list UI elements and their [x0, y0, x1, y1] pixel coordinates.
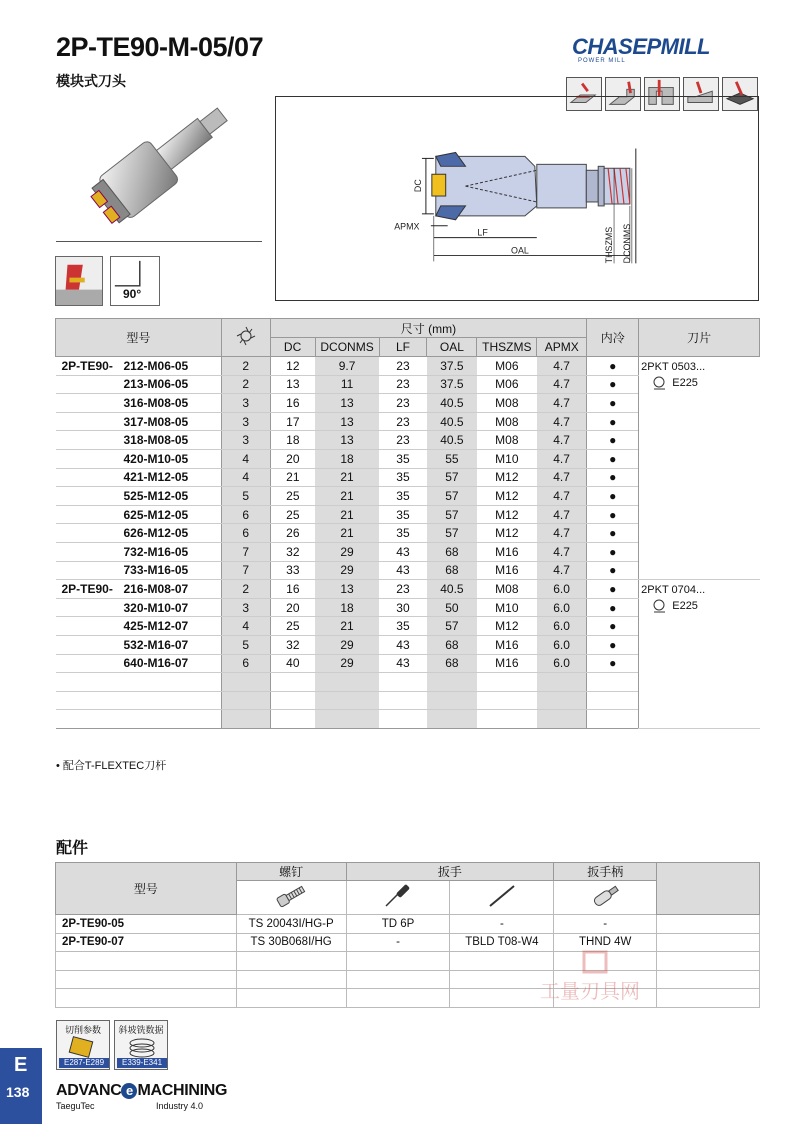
cell-dconms: 13 [315, 394, 379, 413]
ramping-data-icon [115, 1035, 169, 1059]
cell-dconms: 21 [315, 524, 379, 543]
cell-z: 6 [221, 654, 270, 673]
acc-screw-header: 螺钉 [236, 863, 346, 881]
cell-dconms: 21 [315, 505, 379, 524]
cell-lf: 23 [379, 412, 427, 431]
ref-cutting-pages: E287-E289 [59, 1058, 109, 1068]
cell-dc: 16 [270, 394, 315, 413]
cell-dc: 26 [270, 524, 315, 543]
cell-z: 3 [221, 431, 270, 450]
cell-apmx: 4.7 [537, 561, 587, 580]
model-code: 320-M10-07 [123, 600, 189, 615]
cell-dc: 17 [270, 412, 315, 431]
cell-apmx: 4.7 [537, 487, 587, 506]
model-code: 525-M12-05 [123, 488, 189, 503]
footer-company: TaeguTec [56, 1101, 95, 1111]
cell-lf: 35 [379, 487, 427, 506]
ref-cutting-label: 切削参数 [64, 1025, 101, 1035]
cell-oal: 57 [427, 524, 477, 543]
col-apmx-header: APMX [537, 338, 587, 357]
model-cell [56, 561, 222, 580]
cell-coolant: ● [587, 487, 639, 506]
insert-page-link[interactable] [641, 599, 757, 613]
model-code: 626-M12-05 [123, 526, 189, 541]
model-cell [56, 487, 222, 506]
screwdriver-icon [346, 881, 450, 915]
wrench-handle-icon [554, 881, 657, 915]
cell-lf: 30 [379, 598, 427, 617]
brand-subname: POWER MILL [578, 58, 626, 64]
model-cell [56, 375, 222, 394]
col-dconms-header: DCONMS [315, 338, 379, 357]
model-code: 732-M16-05 [123, 544, 189, 559]
cell-thszms: M12 [477, 487, 537, 506]
brand-logo [572, 34, 764, 64]
screw-icon [236, 881, 346, 915]
cell-z: 3 [221, 394, 270, 413]
cell-lf: 23 [379, 394, 427, 413]
cell-dc: 40 [270, 654, 315, 673]
cell-dc: 25 [270, 505, 315, 524]
cell-dc: 32 [270, 635, 315, 654]
cell-oal: 57 [427, 468, 477, 487]
footer-e-icon: e [121, 1083, 137, 1099]
cell-z: 4 [221, 449, 270, 468]
cell-apmx: 6.0 [537, 654, 587, 673]
model-cell [56, 412, 222, 431]
cell-thszms: M08 [477, 394, 537, 413]
cell-apmx: 4.7 [537, 524, 587, 543]
cell-coolant: ● [587, 375, 639, 394]
model-code: 420-M10-05 [123, 451, 189, 466]
cell-thszms: M08 [477, 580, 537, 599]
cell-dc: 20 [270, 449, 315, 468]
cell-z: 2 [221, 357, 270, 376]
acc-cell-wrench1: TD 6P [346, 915, 450, 934]
col-coolant-header: 内冷 [587, 319, 639, 357]
model-code: 640-M16-07 [123, 656, 189, 671]
cell-lf: 43 [379, 542, 427, 561]
cell-thszms: M06 [477, 357, 537, 376]
cell-z: 4 [221, 468, 270, 487]
dim-lf-label: LF [477, 227, 488, 238]
model-code: 316-M08-05 [123, 395, 189, 410]
cell-dconms: 21 [315, 487, 379, 506]
cell-lf: 43 [379, 561, 427, 580]
acc-cell-wrench1: - [346, 933, 450, 952]
cell-dconms: 9.7 [315, 357, 379, 376]
acc-cell-screw: TS 30B068I/HG [236, 933, 346, 952]
cell-thszms: M12 [477, 524, 537, 543]
cell-dc: 13 [270, 375, 315, 394]
cell-coolant: ● [587, 598, 639, 617]
teeth-icon [221, 319, 270, 357]
cell-coolant: ● [587, 617, 639, 636]
accessories-title: 配件 [56, 838, 89, 857]
dim-dc-label: DC [412, 179, 423, 193]
cell-apmx: 4.7 [537, 505, 587, 524]
cell-oal: 50 [427, 598, 477, 617]
page-number: 138 [6, 1084, 30, 1100]
col-oal-header: OAL [427, 338, 477, 357]
cell-dc: 20 [270, 598, 315, 617]
cell-z: 5 [221, 635, 270, 654]
cell-dconms: 29 [315, 635, 379, 654]
cell-z: 2 [221, 375, 270, 394]
cell-coolant: ● [587, 561, 639, 580]
model-code: 213-M06-05 [123, 377, 189, 392]
model-cell [56, 468, 222, 487]
model-cell [56, 357, 222, 376]
cell-oal: 57 [427, 617, 477, 636]
cell-lf: 35 [379, 524, 427, 543]
model-code: 421-M12-05 [123, 470, 189, 485]
acc-model-cell: 2P-TE90-05 [56, 915, 237, 934]
dim-thszms-label: THSZMS [604, 226, 615, 264]
cell-apmx: 4.7 [537, 449, 587, 468]
model-code: 425-M12-07 [123, 619, 189, 634]
cell-thszms: M16 [477, 561, 537, 580]
acc-blank-header [657, 863, 760, 915]
col-lf-header: LF [379, 338, 427, 357]
brand-name: CHASEPMILL [572, 34, 710, 59]
product-table [55, 318, 760, 729]
cell-apmx: 4.7 [537, 431, 587, 450]
insert-angle-icon [55, 256, 103, 306]
cell-dc: 33 [270, 561, 315, 580]
cell-dconms: 18 [315, 449, 379, 468]
cell-oal: 37.5 [427, 375, 477, 394]
cell-thszms: M08 [477, 412, 537, 431]
cell-oal: 40.5 [427, 394, 477, 413]
cell-oal: 37.5 [427, 357, 477, 376]
dimension-group-header: 尺寸 (mm) [270, 319, 587, 338]
insert-page: E225 [672, 376, 698, 389]
cell-lf: 23 [379, 580, 427, 599]
model-cell [56, 394, 222, 413]
cell-dc: 12 [270, 357, 315, 376]
col-insert-header: 刀片 [639, 319, 760, 357]
cell-apmx: 6.0 [537, 635, 587, 654]
cell-coolant: ● [587, 449, 639, 468]
insert-page: E225 [672, 600, 698, 613]
acc-handle-header: 扳手柄 [554, 863, 657, 881]
model-code: 212-M06-05 [123, 358, 189, 373]
acc-wrench-header: 扳手 [346, 863, 554, 881]
cell-thszms: M16 [477, 635, 537, 654]
dim-apmx-label: APMX [394, 221, 420, 232]
footer-logo [56, 1082, 256, 1114]
cell-lf: 43 [379, 635, 427, 654]
cell-dc: 25 [270, 617, 315, 636]
watermark-logo [540, 950, 700, 1020]
model-prefix: 2P-TE90- [61, 581, 113, 596]
cell-dc: 32 [270, 542, 315, 561]
compatibility-note: • 配合T-FLEXTEC刀杆 [56, 760, 167, 772]
dim-oal-label: OAL [511, 245, 529, 256]
cell-z: 2 [221, 580, 270, 599]
model-code: 733-M16-05 [123, 563, 189, 578]
watermark-text: 工量刃具网 [540, 979, 640, 1003]
col-model-header: 型号 [56, 319, 222, 357]
model-cell [56, 542, 222, 561]
acc-cell-wrench2: - [450, 915, 554, 934]
cell-dconms: 11 [315, 375, 379, 394]
magnifier-icon [651, 599, 669, 613]
insert-cell [639, 580, 760, 729]
col-dc-header: DC [270, 338, 315, 357]
cell-z: 5 [221, 487, 270, 506]
cell-z: 7 [221, 542, 270, 561]
model-code: 318-M08-05 [123, 433, 189, 448]
cell-coolant: ● [587, 394, 639, 413]
cell-coolant: ● [587, 654, 639, 673]
insert-page-link[interactable] [641, 376, 757, 390]
model-prefix: 2P-TE90- [61, 358, 113, 373]
insert-code: 2PKT 0503... [641, 361, 706, 373]
cell-oal: 55 [427, 449, 477, 468]
cell-apmx: 4.7 [537, 468, 587, 487]
cell-apmx: 6.0 [537, 617, 587, 636]
cell-dconms: 21 [315, 468, 379, 487]
footer-tagline: Industry 4.0 [156, 1101, 204, 1111]
cell-apmx: 4.7 [537, 542, 587, 561]
cell-lf: 35 [379, 468, 427, 487]
cell-coolant: ● [587, 505, 639, 524]
cell-apmx: 6.0 [537, 580, 587, 599]
cell-thszms: M10 [477, 449, 537, 468]
acc-model-header: 型号 [56, 863, 237, 915]
cell-oal: 40.5 [427, 412, 477, 431]
cell-thszms: M06 [477, 375, 537, 394]
cell-coolant: ● [587, 431, 639, 450]
cell-dc: 21 [270, 468, 315, 487]
model-code: 625-M12-05 [123, 507, 189, 522]
page-title: 2P-TE90-M-05/07 [56, 32, 264, 62]
cell-thszms: M10 [477, 598, 537, 617]
cell-dc: 18 [270, 431, 315, 450]
cell-z: 6 [221, 524, 270, 543]
cell-lf: 23 [379, 357, 427, 376]
model-code: 317-M08-05 [123, 414, 189, 429]
model-cell [56, 580, 222, 599]
cell-thszms: M16 [477, 654, 537, 673]
footer-logo-part2: MACHINING [137, 1082, 228, 1099]
cell-z: 3 [221, 412, 270, 431]
cell-apmx: 4.7 [537, 375, 587, 394]
cell-oal: 68 [427, 542, 477, 561]
cell-dconms: 13 [315, 580, 379, 599]
acc-cell-wrench2: TBLD T08-W4 [450, 933, 554, 952]
cell-oal: 40.5 [427, 580, 477, 599]
key-wrench-icon [450, 881, 554, 915]
ref-cutting-data[interactable] [56, 1020, 110, 1070]
acc-cell-handle: THND 4W [554, 933, 657, 952]
acc-cell-handle: - [554, 915, 657, 934]
cell-thszms: M16 [477, 542, 537, 561]
cell-lf: 35 [379, 617, 427, 636]
approach-angle-label: 90° [123, 287, 142, 301]
cell-apmx: 4.7 [537, 412, 587, 431]
insert-code: 2PKT 0704... [641, 584, 706, 597]
cell-oal: 68 [427, 561, 477, 580]
cell-dc: 25 [270, 487, 315, 506]
model-code: 532-M16-07 [123, 637, 189, 652]
cell-lf: 23 [379, 431, 427, 450]
accessory-row [56, 933, 760, 952]
cell-thszms: M08 [477, 431, 537, 450]
model-cell [56, 524, 222, 543]
footer-logo-part1: ADVANC [56, 1082, 122, 1099]
model-cell [56, 617, 222, 636]
product-photo [74, 100, 244, 230]
cell-apmx: 6.0 [537, 598, 587, 617]
cell-coolant: ● [587, 524, 639, 543]
table-row [56, 357, 760, 376]
cell-dconms: 18 [315, 598, 379, 617]
model-cell [56, 654, 222, 673]
model-cell [56, 431, 222, 450]
model-cell [56, 598, 222, 617]
cell-z: 6 [221, 505, 270, 524]
ref-ramping-label: 斜坡铣数据 [118, 1025, 164, 1035]
section-tab [0, 1048, 42, 1124]
table-row [56, 580, 760, 599]
page-subtitle: 模块式刀头 [56, 74, 126, 90]
acc-cell-screw: TS 20043I/HG-P [236, 915, 346, 934]
ref-ramping-pages: E339-E341 [117, 1058, 167, 1068]
cell-coolant: ● [587, 412, 639, 431]
ref-ramping-data[interactable] [114, 1020, 168, 1070]
model-cell [56, 505, 222, 524]
cutting-data-icon [57, 1035, 111, 1059]
cell-thszms: M12 [477, 617, 537, 636]
cell-thszms: M12 [477, 468, 537, 487]
cell-coolant: ● [587, 542, 639, 561]
cell-dconms: 21 [315, 617, 379, 636]
cell-dconms: 29 [315, 542, 379, 561]
cell-z: 7 [221, 561, 270, 580]
cell-dc: 16 [270, 580, 315, 599]
accessory-row [56, 915, 760, 934]
cell-dconms: 29 [315, 654, 379, 673]
cell-dconms: 13 [315, 412, 379, 431]
cell-dconms: 29 [315, 561, 379, 580]
cell-coolant: ● [587, 635, 639, 654]
cell-oal: 68 [427, 654, 477, 673]
approach-angle-icon [110, 256, 160, 306]
cell-oal: 40.5 [427, 431, 477, 450]
technical-drawing [275, 96, 759, 301]
insert-cell [639, 357, 760, 580]
col-thszms-header: THSZMS [477, 338, 537, 357]
cell-z: 4 [221, 617, 270, 636]
cell-z: 3 [221, 598, 270, 617]
section-letter: E [14, 1054, 28, 1076]
cell-coolant: ● [587, 468, 639, 487]
cell-oal: 57 [427, 487, 477, 506]
cell-lf: 35 [379, 505, 427, 524]
acc-model-cell: 2P-TE90-07 [56, 933, 237, 952]
cell-coolant: ● [587, 580, 639, 599]
cell-lf: 23 [379, 375, 427, 394]
cell-coolant: ● [587, 357, 639, 376]
photo-divider [56, 241, 262, 242]
cell-oal: 68 [427, 635, 477, 654]
cell-dconms: 13 [315, 431, 379, 450]
magnifier-icon [651, 376, 669, 390]
model-cell [56, 635, 222, 654]
dim-dconms-label: DCONMS [621, 223, 632, 264]
cell-thszms: M12 [477, 505, 537, 524]
cell-oal: 57 [427, 505, 477, 524]
cell-lf: 43 [379, 654, 427, 673]
cell-lf: 35 [379, 449, 427, 468]
cell-apmx: 4.7 [537, 394, 587, 413]
model-code: 216-M08-07 [123, 581, 189, 596]
cell-apmx: 4.7 [537, 357, 587, 376]
model-cell [56, 449, 222, 468]
